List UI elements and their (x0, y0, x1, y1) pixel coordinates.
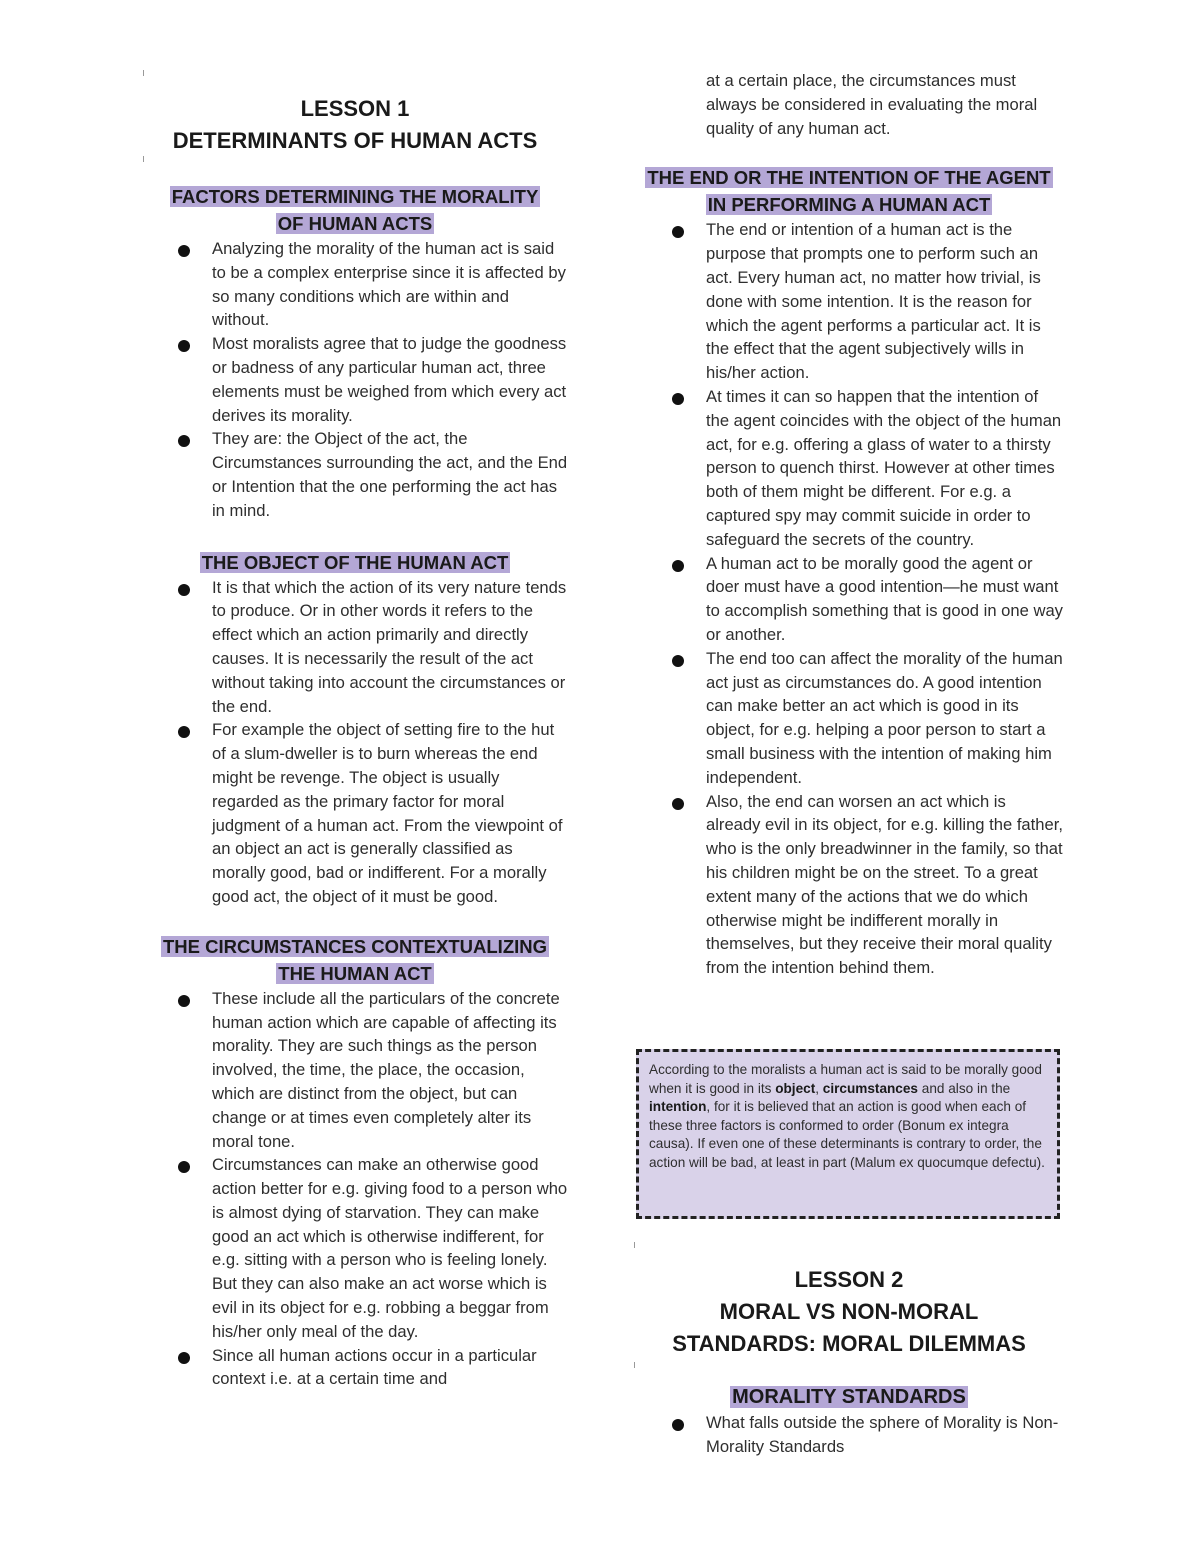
lesson-topic-line1: MORAL VS NON-MORAL (719, 1299, 979, 1324)
morality-standards-heading (634, 1384, 1064, 1411)
lesson-2-section (634, 1264, 1064, 1459)
list-item: Since all human actions occur in a particular context i.e. at a certain time and (140, 1344, 570, 1392)
left-column (140, 0, 570, 1391)
lesson-number: LESSON 1 (300, 96, 410, 121)
factors-heading-line1: FACTORS DETERMINING THE MORALITY (171, 186, 539, 207)
morality-standards-heading-text: MORALITY STANDARDS (732, 1386, 966, 1408)
callout-text: , for it is believed that an action is good when each of these three factors is conformed to order (Bonum ex integra causa). If even one of these determinants is contrary to order, the action will be bad, at least in part (Malum ex quocumque defectu). (649, 1099, 1045, 1170)
list-item: A human act to be morally good the agent or doer must have a good intention—he must want to accomplish something that is good in one way or another. (634, 552, 1064, 647)
factors-heading-line2: OF HUMAN ACTS (277, 213, 433, 234)
lesson-1-title (140, 93, 570, 157)
lesson-topic-line2: STANDARDS: MORAL DILEMMAS (672, 1331, 1026, 1356)
right-column (634, 0, 1064, 980)
list-item: They are: the Object of the act, the Circumstances surrounding the act, and the End or Intention that the one performing the act has in mind. (140, 427, 570, 522)
callout-term-circumstances: circumstances (822, 1080, 918, 1096)
end-heading-line2: IN PERFORMING A HUMAN ACT (707, 194, 991, 216)
callout-term-object: object (775, 1080, 816, 1096)
list-item: Analyzing the morality of the human act is said to be a complex enterprise since it is affected by so many conditions which are within and without. (140, 237, 570, 332)
circumstances-list-continued (634, 69, 1064, 140)
end-heading-line1: THE END OR THE INTENTION OF THE AGENT (647, 167, 1051, 189)
list-item: Circumstances can make an otherwise good action better for e.g. giving food to a person who is almost dying of starvation. They can make good an act which is otherwise indifferent, for e.g. sitting with a person who is feeling lonely. But they can also make an act worse which is evil in its object for e.g. robbing a beggar from his/her only meal of the day. (140, 1153, 570, 1343)
callout-term-intention: intention (649, 1099, 707, 1114)
callout-text: , (815, 1080, 823, 1096)
object-list (140, 576, 570, 909)
callout-text: According to the moralists a human act is said to be morally good when it is good in its (649, 1062, 1042, 1096)
list-item: Most moralists agree that to judge the goodness or badness of any particular human act, three elements must be weighed from which every act derives its morality. (140, 332, 570, 427)
factors-list (140, 237, 570, 523)
circumstances-list (140, 987, 570, 1392)
list-item: For example the object of setting fire to the hut of a slum-dweller is to burn whereas the end might be revenge. The object is usually regarded as the primary factor for moral judgment of a human act. From the viewpoint of an object an act is generally classified as morally good, bad or indifferent. For a morally good act, the object of it must be good. (140, 718, 570, 908)
list-item: What falls outside the sphere of Morality is Non-Morality Standards (634, 1411, 1064, 1459)
morality-standards-list (634, 1411, 1064, 1459)
lesson-topic: DETERMINANTS OF HUMAN ACTS (172, 128, 538, 153)
object-heading (140, 549, 570, 576)
lesson-number: LESSON 2 (794, 1267, 904, 1292)
circumstances-heading-line2: THE HUMAN ACT (278, 962, 432, 984)
factors-heading (140, 183, 570, 237)
list-item: It is that which the action of its very nature tends to produce. Or in other words it refers to the effect which an action primarily and directly causes. It is necessarily the result of the act without taking into account the circumstances or the end. (140, 576, 570, 719)
moralists-callout-box (636, 1049, 1060, 1219)
list-item: These include all the particulars of the concrete human action which are capable of affecting its morality. They are such things as the person involved, the time, the place, the occasion, which are distinct from the object, but can change or at times even completely alter its moral tone. (140, 987, 570, 1154)
list-item: At times it can so happen that the intention of the agent coincides with the object of the human act, for e.g. offering a glass of water to a thirsty person to quench thirst. However at other times both of them might be different. For e.g. a captured spy may commit suicide in order to safeguard the secrets of the country. (634, 385, 1064, 552)
list-item-continued: at a certain place, the circumstances must always be considered in evaluating the moral quality of any human act. (706, 71, 1038, 138)
callout-text: and also in the (918, 1080, 1011, 1096)
circumstances-heading-line1: THE CIRCUMSTANCES CONTEXTUALIZING (162, 935, 548, 957)
end-heading (634, 164, 1064, 218)
circumstances-heading (140, 933, 570, 987)
list-item: The end too can affect the morality of the human act just as circumstances do. A good intention can make better an act which is good in its object, for e.g. helping a poor person to start a small business with the intention of making him independent. (634, 647, 1064, 790)
object-heading-text: THE OBJECT OF THE HUMAN ACT (201, 551, 509, 573)
list-item: The end or intention of a human act is the purpose that prompts one to perform such an act. Every human act, no matter how trivial, is done with some intention. It is the reason for which the agent performs a particular act. It is the effect that the agent subjectively wills in his/her action. (634, 218, 1064, 385)
lesson-2-title (634, 1264, 1064, 1360)
margin-mark (634, 1242, 635, 1248)
end-list (634, 218, 1064, 980)
list-item: Also, the end can worsen an act which is already evil in its object, for e.g. killing the father, who is the only breadwinner in the family, so that his children might be on the street. To a great extent many of the actions that we do which otherwise might be indifferent morally in themselves, but they receive their moral quality from the intention behind them. (634, 790, 1064, 980)
